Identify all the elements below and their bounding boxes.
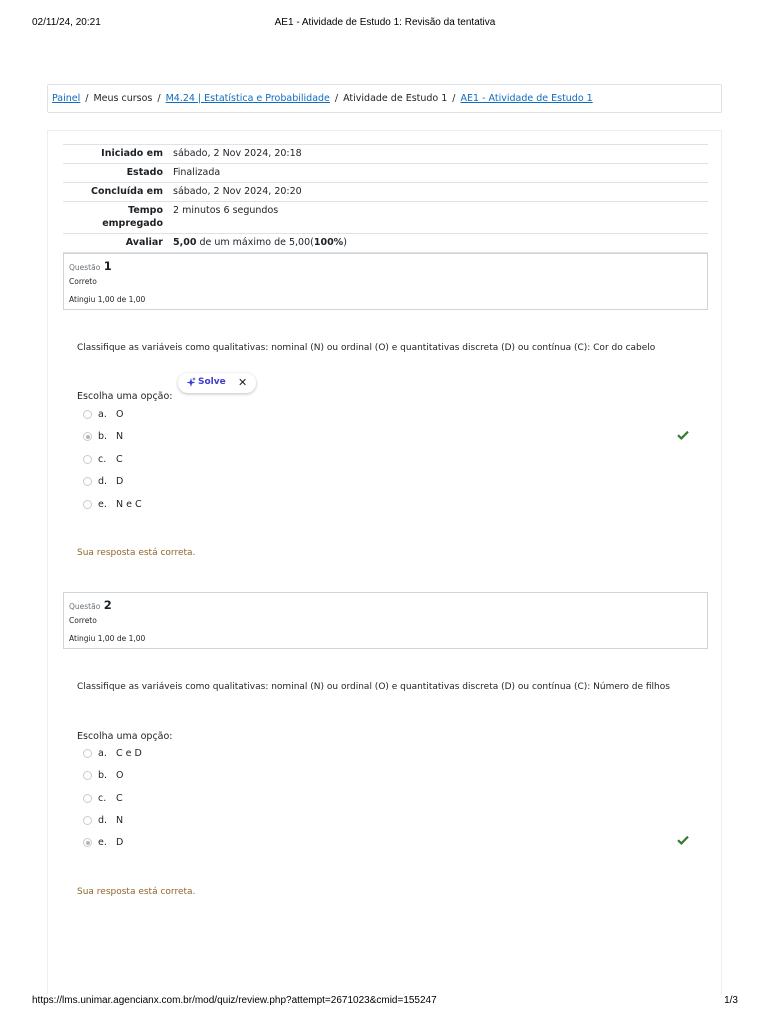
radio-button[interactable] — [83, 410, 92, 419]
sparkle-icon — [186, 377, 196, 389]
summary-label: Estado — [63, 164, 168, 183]
question-text: Classifique as variáveis como qualitativas: nominal (N) ou ordinal (O) e quantitativas discreta (D) ou contínua (C): Número de filhos — [77, 682, 670, 692]
grade-percent: 100% — [313, 237, 344, 248]
summary-row-state — [63, 164, 708, 183]
question-grade: Atingiu 1,00 de 1,00 — [69, 295, 146, 304]
solve-pill[interactable] — [178, 373, 256, 393]
print-datetime: 02/11/24, 20:21 — [32, 17, 101, 28]
breadcrumb — [47, 84, 722, 113]
answer-prompt: Escolha uma opção: — [77, 731, 173, 742]
feedback-text: Sua resposta está correta. — [77, 548, 196, 558]
breadcrumb-link-activity[interactable]: AE1 - Atividade de Estudo 1 — [460, 93, 593, 104]
breadcrumb-separator: / — [452, 93, 456, 104]
summary-value: sábado, 2 Nov 2024, 20:20 — [168, 183, 708, 202]
summary-row-started — [63, 145, 708, 164]
question-number: Questão 2 — [69, 598, 112, 612]
correct-check-icon — [677, 835, 689, 845]
summary-row-grade — [63, 234, 708, 253]
breadcrumb-link-course[interactable]: M4.24 | Estatística e Probabilidade — [165, 93, 330, 104]
summary-value — [168, 234, 708, 253]
breadcrumb-item-meus-cursos: Meus cursos — [93, 93, 153, 104]
print-header — [32, 17, 738, 31]
breadcrumb-separator: / — [85, 93, 89, 104]
radio-button[interactable] — [83, 794, 92, 803]
breadcrumb-separator: / — [157, 93, 161, 104]
solve-button-label[interactable]: Solve — [198, 377, 226, 387]
grade-score: 5,00 — [173, 237, 197, 248]
question-state: Correto — [69, 277, 97, 286]
summary-value: sábado, 2 Nov 2024, 20:18 — [168, 145, 708, 164]
print-footer — [32, 995, 738, 1009]
page-counter: 1/3 — [724, 995, 738, 1006]
breadcrumb-separator: / — [334, 93, 339, 104]
question-info-2 — [63, 592, 708, 649]
radio-button[interactable] — [83, 455, 92, 464]
attempt-summary-table — [63, 144, 708, 253]
question-grade: Atingiu 1,00 de 1,00 — [69, 634, 146, 643]
radio-button[interactable] — [83, 477, 92, 486]
correct-check-icon — [677, 430, 689, 440]
breadcrumb-link-painel[interactable]: Painel — [52, 93, 81, 104]
radio-button[interactable] — [83, 500, 92, 509]
radio-button-selected[interactable] — [83, 838, 92, 847]
grade-text: de um máximo de 5,00( — [196, 237, 314, 248]
radio-button[interactable] — [83, 749, 92, 758]
radio-button[interactable] — [83, 816, 92, 825]
summary-label: Concluída em — [63, 183, 168, 202]
summary-value: 2 minutos 6 segundos — [168, 202, 708, 234]
grade-text-end: ) — [343, 237, 347, 248]
answer-prompt: Escolha uma opção: — [77, 391, 173, 402]
question-info-1 — [63, 253, 708, 310]
summary-label: Tempo empregado — [63, 202, 168, 234]
summary-label: Avaliar — [63, 234, 168, 253]
question-number: Questão 1 — [69, 259, 112, 273]
summary-row-completed — [63, 183, 708, 202]
print-page-title: AE1 - Atividade de Estudo 1: Revisão da tentativa — [274, 17, 496, 28]
question-state: Correto — [69, 616, 97, 625]
summary-value: Finalizada — [168, 164, 708, 183]
print-url: https://lms.unimar.agencianx.com.br/mod/quiz/review.php?attempt=2671023&cmid=155247 — [32, 995, 437, 1006]
question-text: Classifique as variáveis como qualitativas: nominal (N) ou ordinal (O) e quantitativas discreta (D) ou contínua (C): Cor do cabelo — [77, 343, 656, 353]
summary-label: Iniciado em — [63, 145, 168, 164]
close-icon[interactable]: ✕ — [238, 376, 248, 389]
summary-row-time-taken — [63, 202, 708, 234]
radio-button[interactable] — [83, 771, 92, 780]
breadcrumb-item-section: Atividade de Estudo 1 — [343, 93, 448, 104]
radio-button-selected[interactable] — [83, 432, 92, 441]
feedback-text: Sua resposta está correta. — [77, 887, 196, 897]
